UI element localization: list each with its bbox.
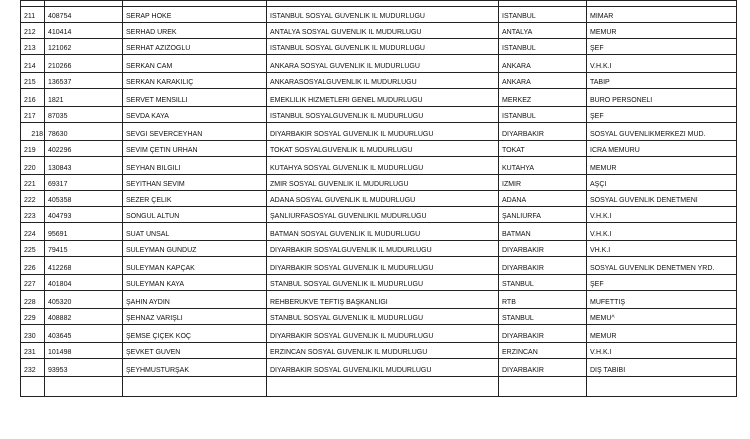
table-row bbox=[21, 89, 737, 107]
city-cell: RTB bbox=[499, 291, 587, 309]
registry-number-cell: 79415 bbox=[45, 241, 123, 257]
table-row bbox=[21, 141, 737, 157]
table-row bbox=[21, 223, 737, 241]
unit-cell: DIYARBAKIR SOSYAL GUVENLIK IL MUDURLUGU bbox=[267, 123, 499, 141]
table-row bbox=[21, 55, 737, 73]
unit-cell: DIYARBAKIR SOSYAL GUVENLIKIL MUDURLUGU bbox=[267, 359, 499, 377]
registry-number-cell: 412268 bbox=[45, 257, 123, 275]
full-name-cell: ŞEVKET GUVEN bbox=[123, 343, 267, 359]
full-name-cell: SEVIM ÇETIN URHAN bbox=[123, 141, 267, 157]
table-row bbox=[21, 359, 737, 377]
registry-number-cell: 402296 bbox=[45, 141, 123, 157]
unit-cell: ADANA SOSYAL GUVENLIK IL MUDURLUGU bbox=[267, 191, 499, 207]
city-cell: ERZINCAN bbox=[499, 343, 587, 359]
full-name-cell: SERAP HOKE bbox=[123, 7, 267, 23]
table-row bbox=[21, 23, 737, 39]
empty-cell bbox=[45, 377, 123, 397]
city-cell: ANKARA bbox=[499, 55, 587, 73]
city-cell: DIYARBAKIR bbox=[499, 325, 587, 343]
registry-number-cell: 121062 bbox=[45, 39, 123, 55]
full-name-cell: SEVDA KAYA bbox=[123, 107, 267, 123]
job-title-cell: MEMU^ bbox=[587, 309, 737, 325]
row-number-cell: 218 bbox=[21, 123, 45, 141]
unit-cell: ŞANLIURFASOSYAL GUVENLIKIL MUDURLUGU bbox=[267, 207, 499, 223]
registry-number-cell: 69317 bbox=[45, 175, 123, 191]
full-name-cell: SULEYMAN GUNDUZ bbox=[123, 241, 267, 257]
full-name-cell: SERHAT AZIZOGLU bbox=[123, 39, 267, 55]
unit-cell: ANKARA SOSYAL GUVENLIK IL MUDURLUGU bbox=[267, 55, 499, 73]
table-row bbox=[21, 291, 737, 309]
full-name-cell: SEZER ÇELIK bbox=[123, 191, 267, 207]
registry-number-cell: 101498 bbox=[45, 343, 123, 359]
job-title-cell: MEMUR bbox=[587, 157, 737, 175]
job-title-cell: TABIP bbox=[587, 73, 737, 89]
empty-cell bbox=[499, 377, 587, 397]
row-number-cell: 226 bbox=[21, 257, 45, 275]
city-cell: STANBUL bbox=[499, 309, 587, 325]
personnel-list-sheet bbox=[20, 0, 736, 439]
row-number-cell: 220 bbox=[21, 157, 45, 175]
row-number-cell: 219 bbox=[21, 141, 45, 157]
table-row bbox=[21, 107, 737, 123]
table-row bbox=[21, 175, 737, 191]
registry-number-cell: 408882 bbox=[45, 309, 123, 325]
unit-cell: ZMIR SOSYAL GUVENLIK IL MUDURLUGU bbox=[267, 175, 499, 191]
table-row bbox=[21, 191, 737, 207]
unit-cell: ANTALYA SOSYAL GUVENLIK IL MUDURLUGU bbox=[267, 23, 499, 39]
registry-number-cell: 78630 bbox=[45, 123, 123, 141]
city-cell: BATMAN bbox=[499, 223, 587, 241]
unit-cell: KUTAHYA SOSYAL GUVENLIK IL MUDURLUGU bbox=[267, 157, 499, 175]
row-number-cell: 216 bbox=[21, 89, 45, 107]
row-number-cell: 214 bbox=[21, 55, 45, 73]
job-title-cell: ŞEF bbox=[587, 275, 737, 291]
row-number-cell: 213 bbox=[21, 39, 45, 55]
full-name-cell: ŞEMSE ÇIÇEK KOÇ bbox=[123, 325, 267, 343]
job-title-cell: MUFETTIŞ bbox=[587, 291, 737, 309]
row-number-cell: 222 bbox=[21, 191, 45, 207]
job-title-cell: V.H.K.I bbox=[587, 207, 737, 223]
registry-number-cell: 130843 bbox=[45, 157, 123, 175]
unit-cell: STANBUL SOSYAL GUVENLIK IL MUDURLUGU bbox=[267, 309, 499, 325]
personnel-table bbox=[20, 0, 737, 397]
row-number-cell: 230 bbox=[21, 325, 45, 343]
full-name-cell: SEYITHAN SEVIM bbox=[123, 175, 267, 191]
full-name-cell: SERKAN CAM bbox=[123, 55, 267, 73]
full-name-cell: ŞAHIN AYDIN bbox=[123, 291, 267, 309]
job-title-cell: MIMAR bbox=[587, 7, 737, 23]
full-name-cell: SUAT UNSAL bbox=[123, 223, 267, 241]
registry-number-cell: 410414 bbox=[45, 23, 123, 39]
job-title-cell: MEMUR bbox=[587, 325, 737, 343]
full-name-cell: ŞEHNAZ VARIŞLI bbox=[123, 309, 267, 325]
city-cell: DIYARBAKIR bbox=[499, 257, 587, 275]
registry-number-cell: 403645 bbox=[45, 325, 123, 343]
city-cell: DIYARBAKIR bbox=[499, 123, 587, 141]
table-row bbox=[21, 207, 737, 223]
city-cell: KUTAHYA bbox=[499, 157, 587, 175]
unit-cell: DIYARBAKIR SOSYAL GUVENLIK IL MUDURLUGU bbox=[267, 257, 499, 275]
full-name-cell: SONGUL ALTUN bbox=[123, 207, 267, 223]
full-name-cell: SEVGI SEVERCEYHAN bbox=[123, 123, 267, 141]
empty-cell bbox=[21, 377, 45, 397]
full-name-cell: SEYHAN BILGILI bbox=[123, 157, 267, 175]
row-number-cell: 224 bbox=[21, 223, 45, 241]
registry-number-cell: 1821 bbox=[45, 89, 123, 107]
empty-cell bbox=[123, 377, 267, 397]
city-cell: MERKEZ bbox=[499, 89, 587, 107]
city-cell: DIYARBAKIR bbox=[499, 241, 587, 257]
table-row bbox=[21, 39, 737, 55]
table-row bbox=[21, 325, 737, 343]
registry-number-cell: 408754 bbox=[45, 7, 123, 23]
job-title-cell: V.H.K.I bbox=[587, 343, 737, 359]
row-number-cell: 229 bbox=[21, 309, 45, 325]
job-title-cell: MEMUR bbox=[587, 23, 737, 39]
city-cell: ADANA bbox=[499, 191, 587, 207]
city-cell: STANBUL bbox=[499, 275, 587, 291]
empty-cell bbox=[267, 377, 499, 397]
registry-number-cell: 87035 bbox=[45, 107, 123, 123]
row-number-cell: 217 bbox=[21, 107, 45, 123]
table-row bbox=[21, 309, 737, 325]
unit-cell: REHBERUKVE TEFTIŞ BAŞKANLIGI bbox=[267, 291, 499, 309]
registry-number-cell: 136537 bbox=[45, 73, 123, 89]
job-title-cell: SOSYAL GUVENLIK DENETMENI bbox=[587, 191, 737, 207]
registry-number-cell: 95691 bbox=[45, 223, 123, 241]
empty-cell bbox=[587, 377, 737, 397]
unit-cell: ISTANBUL SOSYAL GUVENLIK IL MUDURLUGU bbox=[267, 39, 499, 55]
table-row bbox=[21, 343, 737, 359]
row-number-cell: 215 bbox=[21, 73, 45, 89]
unit-cell: ISTANBUL SOSYAL GUVENLIK IL MUDURLUGU bbox=[267, 7, 499, 23]
row-number-cell: 223 bbox=[21, 207, 45, 223]
city-cell: ANKARA bbox=[499, 73, 587, 89]
job-title-cell: ŞEF bbox=[587, 39, 737, 55]
city-cell: ISTANBUL bbox=[499, 107, 587, 123]
table-row bbox=[21, 241, 737, 257]
unit-cell: DIYARBAKIR SOSYAL GUVENLIK IL MUDURLUGU bbox=[267, 325, 499, 343]
table-row bbox=[21, 257, 737, 275]
city-cell: ISTANBUL bbox=[499, 39, 587, 55]
unit-cell: BATMAN SOSYAL GUVENLIK IL MUDURLUGU bbox=[267, 223, 499, 241]
row-number-cell: 231 bbox=[21, 343, 45, 359]
unit-cell: EMEKLILIK HIZMETLERI GENEL MUDURLUGU bbox=[267, 89, 499, 107]
job-title-cell: SOSYAL GUVENLIKMERKEZI MUD. bbox=[587, 123, 737, 141]
unit-cell: TOKAT SOSYALGUVENLIK IL MUDURLUGU bbox=[267, 141, 499, 157]
unit-cell: ANKARASOSYALGUVENLIK IL MUDURLUGU bbox=[267, 73, 499, 89]
full-name-cell: SERKAN KARAKILIÇ bbox=[123, 73, 267, 89]
personnel-table-body bbox=[21, 1, 737, 397]
row-number-cell: 211 bbox=[21, 7, 45, 23]
job-title-cell: VH.K.I bbox=[587, 241, 737, 257]
table-row bbox=[21, 157, 737, 175]
registry-number-cell: 401804 bbox=[45, 275, 123, 291]
unit-cell: ISTANBUL SOSYALGUVENLIK IL MUDURLUGU bbox=[267, 107, 499, 123]
full-name-cell: ŞEYHMUSTURŞAK bbox=[123, 359, 267, 377]
city-cell: IZMIR bbox=[499, 175, 587, 191]
table-row-partial bbox=[21, 377, 737, 397]
unit-cell: ERZINCAN SOSYAL GUVENLIK IL MUDURLUGU bbox=[267, 343, 499, 359]
full-name-cell: SERHAD UREK bbox=[123, 23, 267, 39]
city-cell: DIYARBAKIR bbox=[499, 359, 587, 377]
registry-number-cell: 405320 bbox=[45, 291, 123, 309]
job-title-cell: SOSYAL GUVENLIK DENETMEN YRD. bbox=[587, 257, 737, 275]
row-number-cell: 225 bbox=[21, 241, 45, 257]
row-number-cell: 221 bbox=[21, 175, 45, 191]
table-row bbox=[21, 275, 737, 291]
row-number-cell: 212 bbox=[21, 23, 45, 39]
job-title-cell: ICRA MEMURU bbox=[587, 141, 737, 157]
job-title-cell: V.H.K.I bbox=[587, 223, 737, 241]
row-number-cell: 232 bbox=[21, 359, 45, 377]
city-cell: ISTANBUL bbox=[499, 7, 587, 23]
registry-number-cell: 405358 bbox=[45, 191, 123, 207]
job-title-cell: BURO PERSONELI bbox=[587, 89, 737, 107]
table-row bbox=[21, 73, 737, 89]
table-row bbox=[21, 7, 737, 23]
job-title-cell: V.H.K.I bbox=[587, 55, 737, 73]
unit-cell: DIYARBAKIR SOSYALGUVENLIK IL MUDURLUGU bbox=[267, 241, 499, 257]
row-number-cell: 228 bbox=[21, 291, 45, 309]
row-number-cell: 227 bbox=[21, 275, 45, 291]
job-title-cell: ŞEF bbox=[587, 107, 737, 123]
registry-number-cell: 93953 bbox=[45, 359, 123, 377]
city-cell: ANTALYA bbox=[499, 23, 587, 39]
city-cell: TOKAT bbox=[499, 141, 587, 157]
job-title-cell: AŞÇI bbox=[587, 175, 737, 191]
full-name-cell: SULEYMAN KAPÇAK bbox=[123, 257, 267, 275]
registry-number-cell: 210266 bbox=[45, 55, 123, 73]
city-cell: ŞANLIURFA bbox=[499, 207, 587, 223]
job-title-cell: DIŞ TABIBI bbox=[587, 359, 737, 377]
table-row bbox=[21, 123, 737, 141]
registry-number-cell: 404793 bbox=[45, 207, 123, 223]
full-name-cell: SULEYMAN KAYA bbox=[123, 275, 267, 291]
unit-cell: STANBUL SOSYAL GUVENLIK IL MUDURLUGU bbox=[267, 275, 499, 291]
full-name-cell: SERVET MENSILLI bbox=[123, 89, 267, 107]
